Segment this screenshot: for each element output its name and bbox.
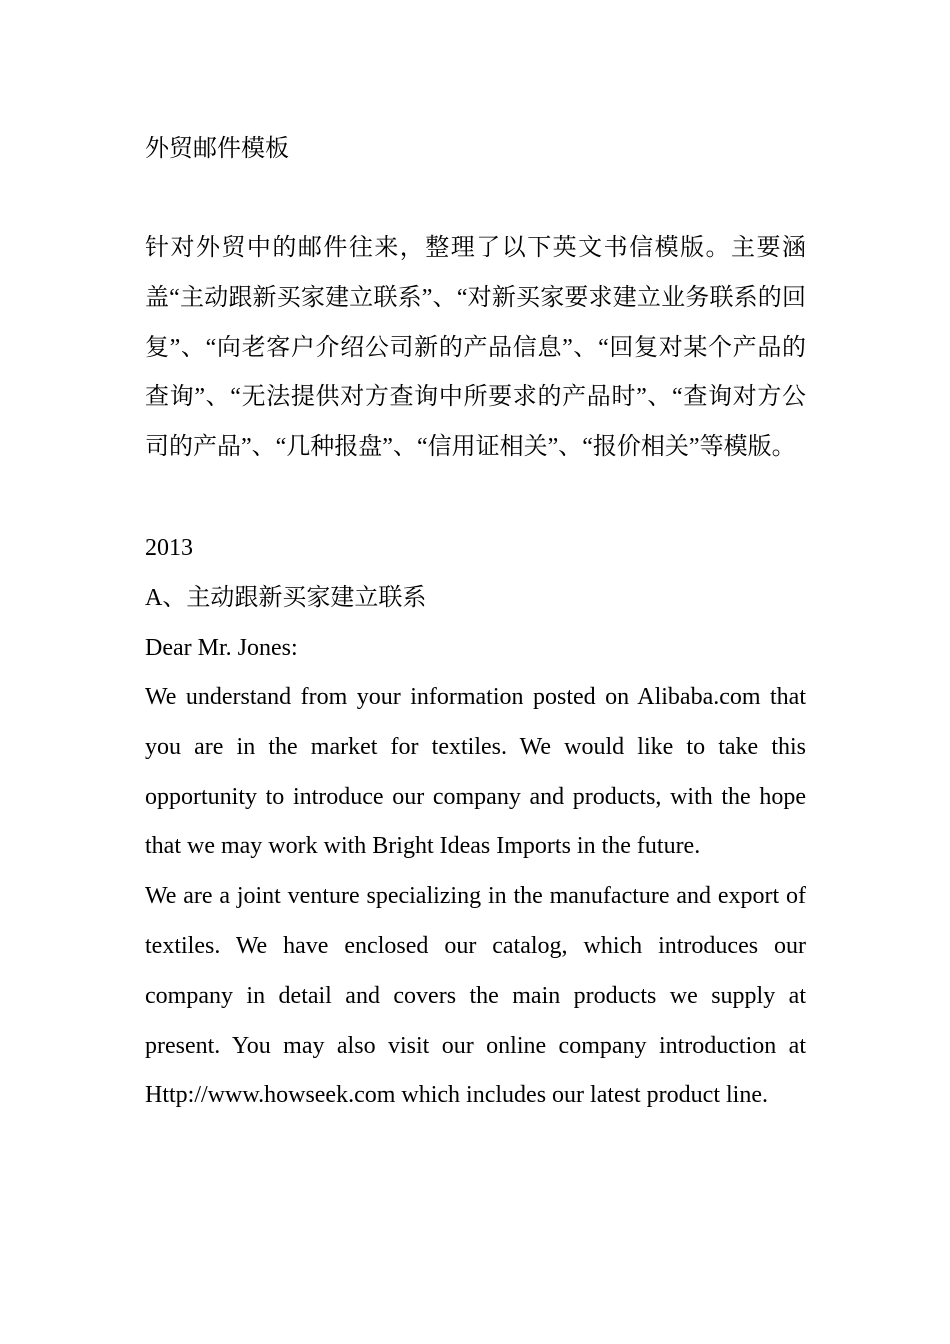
document-title: 外贸邮件模板 [145,136,289,162]
document-page [145,124,806,1121]
spacer [145,174,806,224]
year-label: 2013 [145,534,193,561]
body-paragraph-1: We understand from your information posted on Alibaba.com that you are in the market for textiles. We would like to take this opportunity to introduce our company and products, with the hope that we may work with Bright Ideas Imports in the future. [145,683,806,860]
section-a-heading: A、主动跟新买家建立联系 [145,584,427,611]
intro-paragraph: 针对外贸中的邮件往来，整理了以下英文书信模版。主要涵盖“主动跟新买家建立联系”、“对新买家要求建立业务联系的回复”、“向老客户介绍公司新的产品信息”、“回复对某个产品的查询”、“无法提供对方查询中所要求的产品时”、“查询对方公司的产品”、“几种报盘”、“信用证相关”、“报价相关”等模版。 [145,235,806,461]
spacer [145,473,806,523]
salutation: Dear Mr. Jones: [145,634,298,661]
body-paragraph-2: We are a joint venture specializing in the manufacture and export of textiles. We have enclosed our catalog, which introduces our company in detail and covers the main products we supply at present. You may also visit our online company introduction at Http://www.howseek.com which includes our latest product line. [145,883,806,1109]
